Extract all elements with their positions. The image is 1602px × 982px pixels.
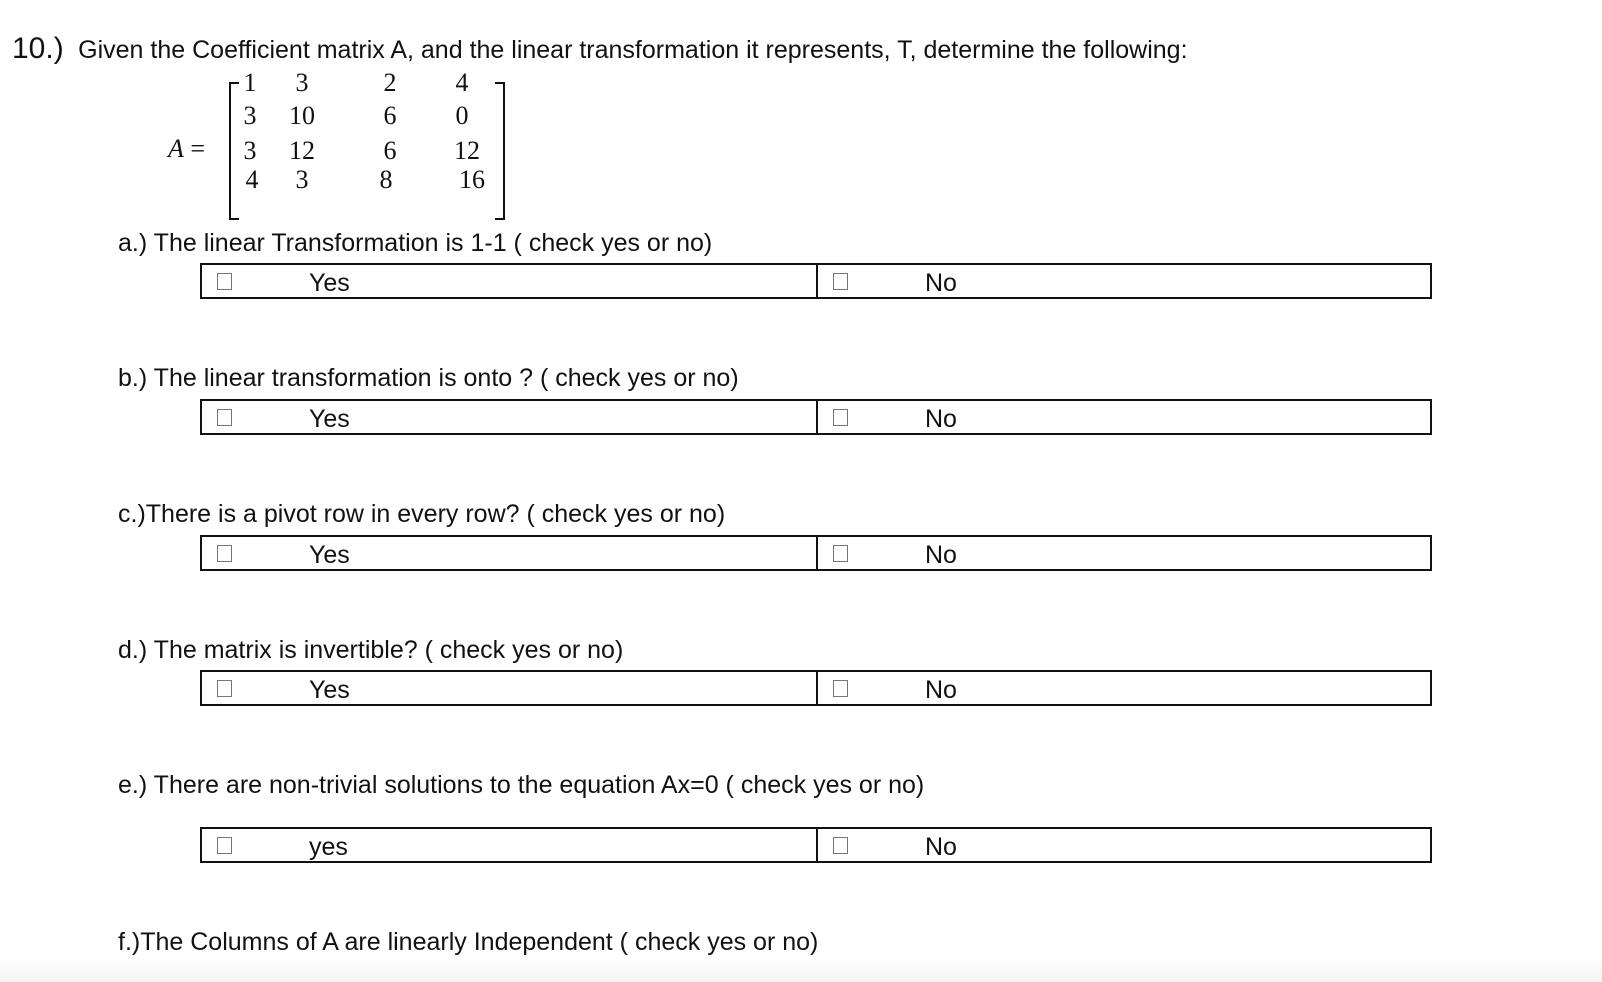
part-e-no-label: No — [925, 833, 957, 861]
part-b-yes-checkbox[interactable] — [217, 409, 232, 426]
part-a-label: a.) The linear Transformation is 1-1 ( check yes or no) — [118, 229, 713, 257]
part-b-no-option[interactable] — [818, 401, 1430, 433]
matrix-equals: = — [190, 134, 206, 163]
part-a-no-label: No — [925, 269, 957, 297]
part-d-answer-row — [200, 670, 1432, 706]
matrix-cell: 3 — [295, 165, 309, 194]
part-d-yes-checkbox[interactable] — [217, 680, 232, 697]
part-d-no-option[interactable] — [818, 672, 1430, 704]
part-c-answer-row — [200, 535, 1432, 571]
part-e-no-option[interactable] — [818, 829, 1430, 861]
question-header — [12, 32, 1188, 66]
matrix-cell: 3 — [243, 101, 257, 130]
matrix-label — [168, 134, 205, 164]
matrix-cell: 2 — [383, 68, 397, 97]
matrix-cell: 16 — [459, 165, 485, 194]
part-a-answer-row — [200, 263, 1432, 299]
question-number: 10.) — [12, 32, 64, 65]
matrix-cell: 1 — [243, 68, 257, 97]
part-a-yes-option[interactable] — [202, 265, 818, 297]
question-text: Given the Coefficient matrix A, and the linear transformation it represents, T, determine the following: — [78, 36, 1188, 64]
matrix-cell: 12 — [289, 136, 315, 165]
part-f-label: f.)The Columns of A are linearly Independent ( check yes or no) — [118, 928, 819, 956]
bottom-fade — [0, 958, 1602, 982]
part-b-no-checkbox[interactable] — [833, 409, 848, 426]
matrix-cell: 6 — [383, 136, 397, 165]
part-d-no-checkbox[interactable] — [833, 680, 848, 697]
matrix-cell: 0 — [455, 101, 469, 130]
part-a-yes-checkbox[interactable] — [217, 273, 232, 290]
part-a-yes-label: Yes — [309, 269, 350, 297]
part-c-label: c.)There is a pivot row in every row? ( check yes or no) — [118, 500, 726, 528]
matrix-grid — [237, 68, 497, 216]
part-b-no-label: No — [925, 405, 957, 433]
part-c-no-checkbox[interactable] — [833, 545, 848, 562]
part-d-yes-label: Yes — [309, 676, 350, 704]
matrix-cell: 8 — [379, 165, 393, 194]
part-a-no-option[interactable] — [818, 265, 1430, 297]
part-d-yes-option[interactable] — [202, 672, 818, 704]
matrix-cell: 10 — [289, 101, 315, 130]
coefficient-matrix — [165, 68, 505, 220]
matrix-cell: 3 — [243, 136, 257, 165]
part-d-label: d.) The matrix is invertible? ( check yes or no) — [118, 636, 624, 664]
matrix-cell: 4 — [245, 165, 259, 194]
part-b-yes-label: Yes — [309, 405, 350, 433]
part-e-yes-checkbox[interactable] — [217, 837, 232, 854]
part-c-yes-option[interactable] — [202, 537, 818, 569]
part-d-no-label: No — [925, 676, 957, 704]
part-b-yes-option[interactable] — [202, 401, 818, 433]
matrix-cell: 6 — [383, 101, 397, 130]
matrix-cell: 4 — [455, 68, 469, 97]
part-c-yes-checkbox[interactable] — [217, 545, 232, 562]
part-c-no-label: No — [925, 541, 957, 569]
part-c-no-option[interactable] — [818, 537, 1430, 569]
matrix-cell: 12 — [454, 136, 480, 165]
part-e-yes-label: yes — [309, 833, 348, 861]
part-c-yes-label: Yes — [309, 541, 350, 569]
part-b-label: b.) The linear transformation is onto ? ( check yes or no) — [118, 364, 739, 392]
part-e-answer-row — [200, 827, 1432, 863]
part-e-label: e.) There are non-trivial solutions to the equation Ax=0 ( check yes or no) — [118, 771, 925, 799]
matrix-name: A — [168, 134, 184, 163]
part-e-no-checkbox[interactable] — [833, 837, 848, 854]
part-a-no-checkbox[interactable] — [833, 273, 848, 290]
part-e-yes-option[interactable] — [202, 829, 818, 861]
matrix-cell: 3 — [295, 68, 309, 97]
part-b-answer-row — [200, 399, 1432, 435]
